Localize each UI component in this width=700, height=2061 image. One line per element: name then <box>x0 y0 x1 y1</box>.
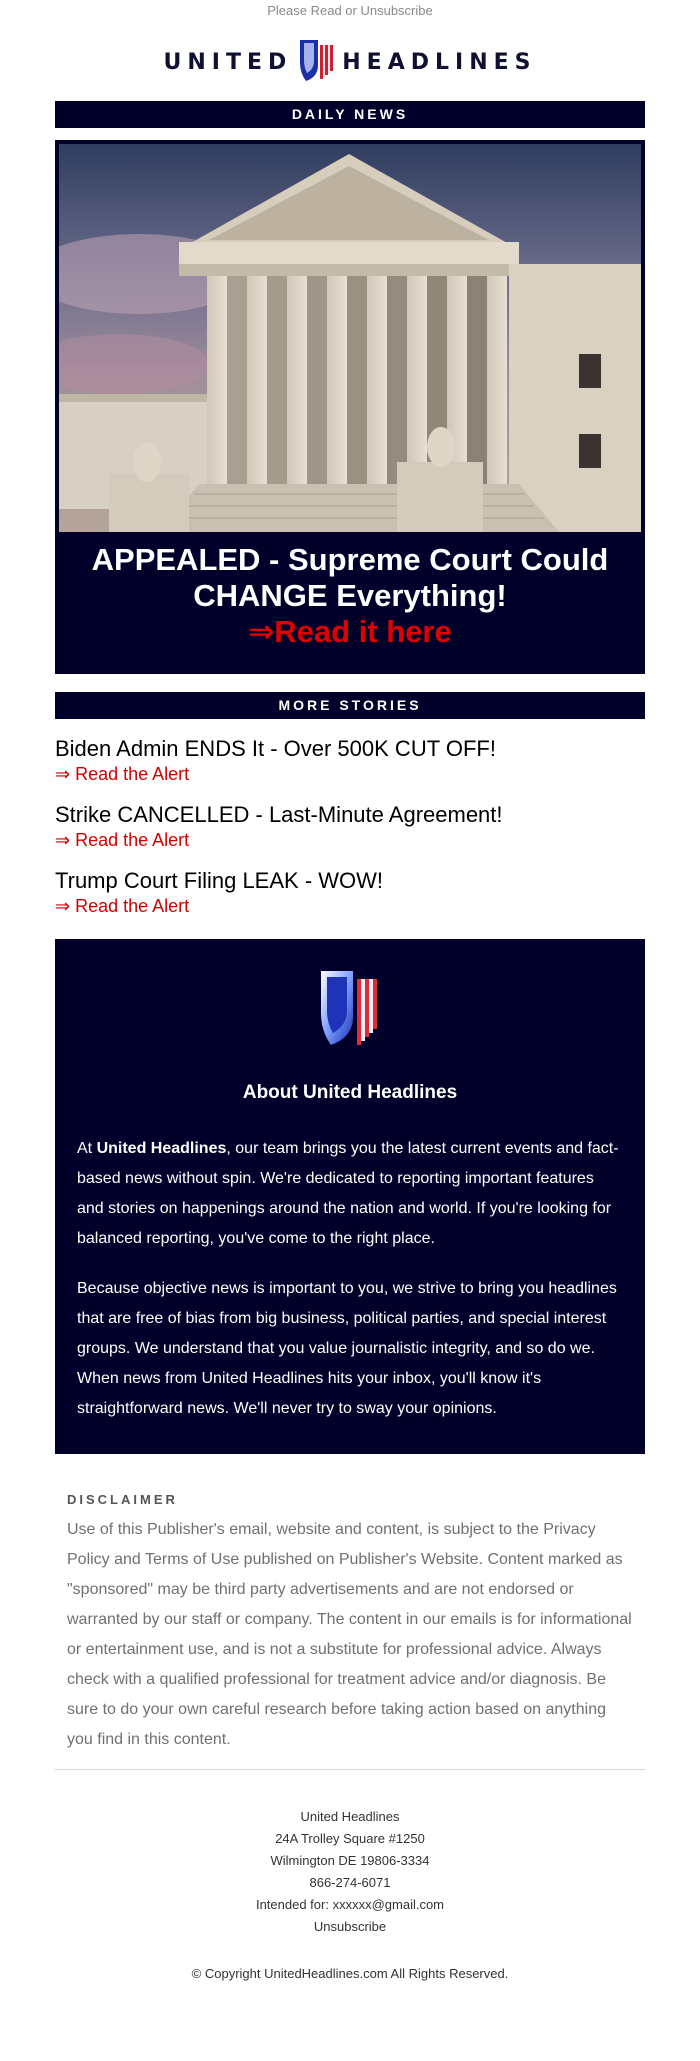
about-paragraph-1 <box>77 1134 623 1254</box>
copyright: © Copyright UnitedHeadlines.com All Rights Reserved. <box>191 1966 509 1981</box>
story-title[interactable]: Trump Court Filing LEAK - WOW! <box>55 868 384 893</box>
footer <box>0 1806 700 1938</box>
story-list <box>55 735 645 917</box>
section-header-more: MORE STORIES <box>55 692 645 719</box>
unsubscribe-link[interactable]: Unsubscribe <box>313 1919 387 1934</box>
about-p1-bold: United Headlines <box>96 1140 227 1157</box>
preheader-link[interactable]: Please Read or Unsubscribe <box>267 3 433 18</box>
hero-headline[interactable]: APPEALED - Supreme Court Could CHANGE Everything! <box>91 542 609 613</box>
shield-icon <box>298 37 336 88</box>
story-item <box>55 801 645 851</box>
brand-name-right: HEADLINES <box>342 49 537 75</box>
story-item <box>55 735 645 785</box>
hero-image[interactable] <box>59 144 641 532</box>
hero-link-wrap <box>59 614 641 650</box>
read-alert-link[interactable]: ⇒ Read the Alert <box>55 830 190 850</box>
section-header-daily: DAILY NEWS <box>55 101 645 128</box>
brand-name-left: UNITED <box>163 49 293 75</box>
story-item <box>55 867 645 917</box>
read-alert-link[interactable]: ⇒ Read the Alert <box>55 764 190 784</box>
footer-address-2: Wilmington DE 19806-3334 <box>270 1853 430 1868</box>
footer-address-1: 24A Trolley Square #1250 <box>275 1831 425 1846</box>
footer-company: United Headlines <box>300 1809 400 1824</box>
about-section <box>55 939 645 1454</box>
divider <box>55 1769 645 1770</box>
about-paragraph-2: Because objective news is important to you, we strive to bring you headlines that are free of bias from big business, political parties, and special interest groups. We understand that you value journalistic integrity, and so do we. When news from United Headlines hits your inbox, you'll know it's straightforward news. We'll never try to sway your opinions. <box>77 1280 617 1417</box>
about-title: About United Headlines <box>242 1082 458 1103</box>
about-p1-prefix: At <box>77 1140 97 1157</box>
read-it-here-link[interactable]: ⇒Read it here <box>248 614 452 649</box>
footer-phone: 866-274-6071 <box>309 1875 391 1890</box>
story-title[interactable]: Strike CANCELLED - Last-Minute Agreement! <box>55 802 503 827</box>
disclaimer-heading: DISCLAIMER <box>67 1492 178 1507</box>
footer-intended: Intended for: xxxxxx@gmail.com <box>255 1897 445 1912</box>
shield-icon <box>77 967 623 1054</box>
disclaimer-text: Use of this Publisher's email, website and content, is subject to the Privacy Policy and Terms of Use published on Publisher's Website. Content marked as "sponsored" may be third party advertisements and are not endorsed or warranted by our staff or company. The content in our emails is for informational or entertainment use, and is not a substitute for professional advice. Always check with a qualified professional for treatment advice and/or diagnosis. Be sure to do your own careful research before taking action based on anything you find in this content. <box>67 1521 632 1748</box>
read-alert-link[interactable]: ⇒ Read the Alert <box>55 896 190 916</box>
preheader <box>0 0 700 23</box>
disclaimer <box>67 1492 633 1755</box>
brand-logo[interactable] <box>0 35 700 89</box>
hero-card[interactable] <box>55 140 645 674</box>
about-p1-rest: , our team brings you the latest current events and fact-based news without spin. We're dedicated to reporting important features and stories on happenings around the nation and world. If you're looking for balanced reporting, you've come to the right place. <box>77 1140 619 1247</box>
story-title[interactable]: Biden Admin ENDS It - Over 500K CUT OFF! <box>55 736 496 761</box>
